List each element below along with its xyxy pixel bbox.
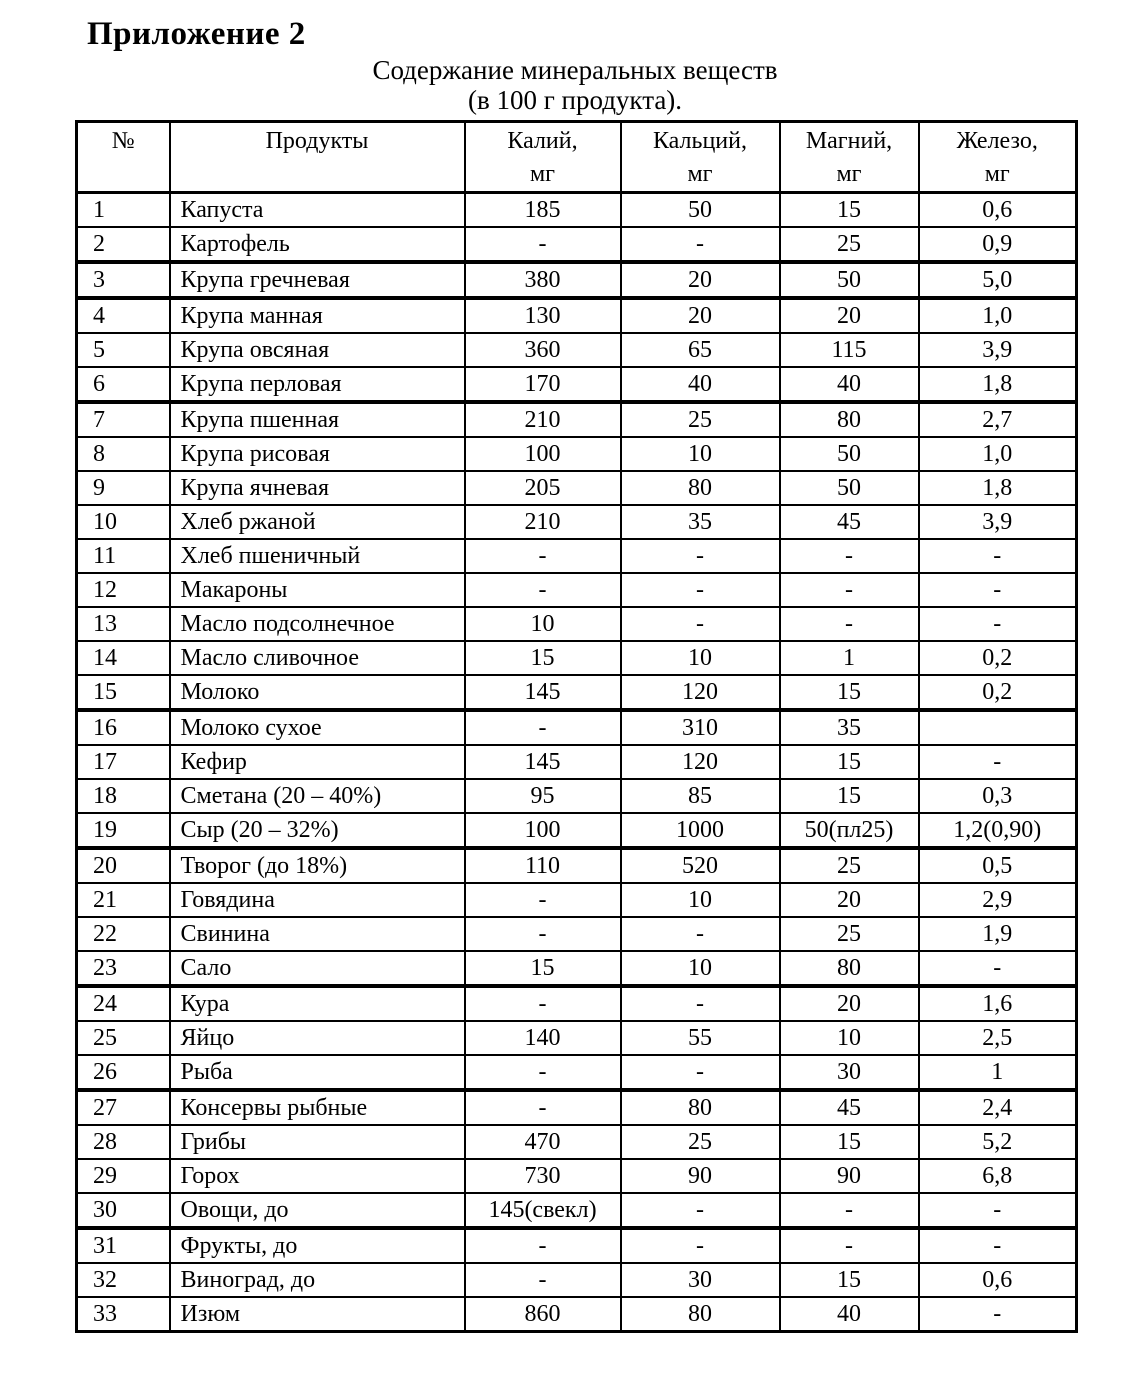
cell-calcium: 25 — [621, 1125, 780, 1159]
cell-calcium: - — [621, 917, 780, 951]
table-caption — [75, 55, 1075, 115]
table-row — [77, 813, 1077, 848]
cell-potassium: 145 — [465, 675, 621, 710]
col-header-potassium-unit: мг — [529, 161, 556, 187]
cell-calcium: 80 — [621, 471, 780, 505]
cell-calcium: 40 — [621, 367, 780, 402]
cell-calcium: 20 — [621, 262, 780, 298]
cell-potassium: 130 — [465, 298, 621, 333]
cell-product: Макароны — [170, 573, 465, 607]
cell-iron: - — [919, 1297, 1077, 1332]
cell-iron: 1 — [919, 1055, 1077, 1090]
cell-num: 16 — [77, 710, 170, 745]
cell-magnesium: 20 — [780, 883, 919, 917]
cell-potassium: 205 — [465, 471, 621, 505]
table-row — [77, 848, 1077, 883]
col-header-potassium-label: Калий, — [507, 128, 578, 154]
cell-product: Крупа перловая — [170, 367, 465, 402]
cell-product: Масло подсолнечное — [170, 607, 465, 641]
cell-product: Молоко — [170, 675, 465, 710]
cell-magnesium: 15 — [780, 779, 919, 813]
cell-calcium: - — [621, 986, 780, 1021]
col-header-iron — [919, 122, 1077, 193]
cell-potassium: - — [465, 227, 621, 262]
cell-product: Консервы рыбные — [170, 1090, 465, 1125]
table-row — [77, 298, 1077, 333]
table-row — [77, 1125, 1077, 1159]
cell-potassium: 210 — [465, 505, 621, 539]
cell-magnesium: 50 — [780, 262, 919, 298]
cell-potassium: 185 — [465, 193, 621, 228]
table-row — [77, 1297, 1077, 1332]
cell-magnesium: 45 — [780, 505, 919, 539]
cell-num: 33 — [77, 1297, 170, 1332]
cell-product: Хлеб ржаной — [170, 505, 465, 539]
cell-iron: 1,9 — [919, 917, 1077, 951]
cell-magnesium: 30 — [780, 1055, 919, 1090]
cell-num: 4 — [77, 298, 170, 333]
cell-num: 8 — [77, 437, 170, 471]
cell-magnesium: 15 — [780, 675, 919, 710]
cell-potassium: 470 — [465, 1125, 621, 1159]
cell-calcium: 120 — [621, 675, 780, 710]
cell-num: 20 — [77, 848, 170, 883]
cell-product: Сало — [170, 951, 465, 986]
col-header-calcium-unit: мг — [687, 161, 713, 187]
cell-magnesium: 1 — [780, 641, 919, 675]
cell-product: Молоко сухое — [170, 710, 465, 745]
cell-iron: 2,7 — [919, 402, 1077, 437]
cell-calcium: 30 — [621, 1263, 780, 1297]
cell-magnesium: - — [780, 607, 919, 641]
cell-iron: 1,8 — [919, 471, 1077, 505]
cell-magnesium: 45 — [780, 1090, 919, 1125]
cell-iron: 1,2(0,90) — [919, 813, 1077, 848]
table-row — [77, 262, 1077, 298]
cell-potassium: - — [465, 986, 621, 1021]
table-row — [77, 1055, 1077, 1090]
table-row — [77, 573, 1077, 607]
table-body — [77, 193, 1077, 1332]
cell-calcium: - — [621, 607, 780, 641]
cell-calcium: - — [621, 227, 780, 262]
table-row — [77, 675, 1077, 710]
table-header — [77, 122, 1077, 193]
cell-product: Капуста — [170, 193, 465, 228]
cell-iron: 3,9 — [919, 505, 1077, 539]
cell-product: Грибы — [170, 1125, 465, 1159]
cell-magnesium: 80 — [780, 402, 919, 437]
col-header-magnesium-label: Магний, — [805, 128, 893, 154]
table-row — [77, 641, 1077, 675]
cell-iron: 0,2 — [919, 675, 1077, 710]
col-header-num-label: № — [111, 128, 135, 154]
cell-iron: - — [919, 1193, 1077, 1228]
cell-iron: - — [919, 1228, 1077, 1263]
cell-iron: - — [919, 745, 1077, 779]
cell-iron: 3,9 — [919, 333, 1077, 367]
cell-product: Овощи, до — [170, 1193, 465, 1228]
table-row — [77, 367, 1077, 402]
cell-magnesium: 40 — [780, 367, 919, 402]
table-row — [77, 883, 1077, 917]
cell-product: Картофель — [170, 227, 465, 262]
cell-num: 17 — [77, 745, 170, 779]
col-header-product — [170, 122, 465, 193]
cell-potassium: - — [465, 883, 621, 917]
cell-magnesium: 90 — [780, 1159, 919, 1193]
cell-potassium: - — [465, 539, 621, 573]
cell-calcium: 90 — [621, 1159, 780, 1193]
cell-iron: 0,5 — [919, 848, 1077, 883]
cell-num: 30 — [77, 1193, 170, 1228]
table-row — [77, 471, 1077, 505]
table-row — [77, 1228, 1077, 1263]
cell-product: Крупа пшенная — [170, 402, 465, 437]
cell-calcium: - — [621, 573, 780, 607]
cell-num: 15 — [77, 675, 170, 710]
cell-potassium: 380 — [465, 262, 621, 298]
table-row — [77, 1193, 1077, 1228]
cell-product: Сыр (20 – 32%) — [170, 813, 465, 848]
cell-product: Кефир — [170, 745, 465, 779]
appendix-title: Приложение 2 — [87, 16, 306, 52]
cell-calcium: 10 — [621, 951, 780, 986]
cell-potassium: - — [465, 917, 621, 951]
col-header-num — [77, 122, 170, 193]
cell-potassium: 140 — [465, 1021, 621, 1055]
table-row — [77, 227, 1077, 262]
col-header-magnesium-unit: мг — [836, 161, 862, 187]
cell-potassium: 730 — [465, 1159, 621, 1193]
cell-calcium: 20 — [621, 298, 780, 333]
table-caption-line1: Содержание минеральных веществ — [372, 55, 778, 85]
cell-magnesium: - — [780, 1228, 919, 1263]
cell-calcium: 310 — [621, 710, 780, 745]
cell-magnesium: 50(пл25) — [780, 813, 919, 848]
cell-num: 6 — [77, 367, 170, 402]
cell-calcium: 50 — [621, 193, 780, 228]
cell-iron: - — [919, 573, 1077, 607]
cell-calcium: 35 — [621, 505, 780, 539]
cell-potassium: 15 — [465, 951, 621, 986]
cell-calcium: 80 — [621, 1090, 780, 1125]
cell-calcium: 120 — [621, 745, 780, 779]
cell-product: Крупа ячневая — [170, 471, 465, 505]
cell-magnesium: 50 — [780, 437, 919, 471]
cell-magnesium: 50 — [780, 471, 919, 505]
cell-potassium: - — [465, 573, 621, 607]
cell-magnesium: 25 — [780, 227, 919, 262]
cell-num: 31 — [77, 1228, 170, 1263]
cell-product: Масло сливочное — [170, 641, 465, 675]
minerals-table — [75, 120, 1078, 1333]
cell-calcium: 25 — [621, 402, 780, 437]
cell-iron: 5,2 — [919, 1125, 1077, 1159]
cell-num: 7 — [77, 402, 170, 437]
cell-calcium: 10 — [621, 883, 780, 917]
cell-magnesium: 40 — [780, 1297, 919, 1332]
col-header-iron-unit: мг — [984, 161, 1010, 187]
cell-calcium: 520 — [621, 848, 780, 883]
cell-magnesium: 15 — [780, 745, 919, 779]
cell-potassium: 860 — [465, 1297, 621, 1332]
cell-potassium: - — [465, 1090, 621, 1125]
cell-num: 10 — [77, 505, 170, 539]
cell-potassium: 360 — [465, 333, 621, 367]
cell-magnesium: - — [780, 573, 919, 607]
cell-num: 19 — [77, 813, 170, 848]
cell-magnesium: 20 — [780, 986, 919, 1021]
table-caption-line2: (в 100 г продукта). — [467, 85, 683, 115]
cell-num: 24 — [77, 986, 170, 1021]
cell-magnesium: - — [780, 539, 919, 573]
cell-potassium: - — [465, 710, 621, 745]
cell-calcium: - — [621, 1193, 780, 1228]
table-row — [77, 779, 1077, 813]
cell-product: Фрукты, до — [170, 1228, 465, 1263]
cell-num: 25 — [77, 1021, 170, 1055]
table-row — [77, 986, 1077, 1021]
cell-magnesium: 80 — [780, 951, 919, 986]
cell-potassium: 100 — [465, 813, 621, 848]
cell-magnesium: - — [780, 1193, 919, 1228]
cell-iron: 2,5 — [919, 1021, 1077, 1055]
cell-magnesium: 25 — [780, 848, 919, 883]
cell-calcium: 10 — [621, 437, 780, 471]
cell-magnesium: 15 — [780, 193, 919, 228]
cell-product: Крупа манная — [170, 298, 465, 333]
cell-magnesium: 15 — [780, 1125, 919, 1159]
col-header-magnesium — [780, 122, 919, 193]
cell-num: 26 — [77, 1055, 170, 1090]
cell-num: 2 — [77, 227, 170, 262]
cell-product: Крупа гречневая — [170, 262, 465, 298]
table-row — [77, 607, 1077, 641]
table-row — [77, 710, 1077, 745]
cell-iron: 0,2 — [919, 641, 1077, 675]
cell-num: 5 — [77, 333, 170, 367]
cell-magnesium: 15 — [780, 1263, 919, 1297]
cell-magnesium: 20 — [780, 298, 919, 333]
cell-num: 32 — [77, 1263, 170, 1297]
cell-magnesium: 35 — [780, 710, 919, 745]
cell-potassium: - — [465, 1055, 621, 1090]
cell-calcium: - — [621, 539, 780, 573]
table-row — [77, 193, 1077, 228]
col-header-product-label: Продукты — [265, 128, 369, 154]
cell-iron: - — [919, 951, 1077, 986]
cell-iron: 1,6 — [919, 986, 1077, 1021]
cell-num: 18 — [77, 779, 170, 813]
table-row — [77, 1159, 1077, 1193]
cell-iron: 1,8 — [919, 367, 1077, 402]
cell-product: Крупа рисовая — [170, 437, 465, 471]
cell-num: 9 — [77, 471, 170, 505]
cell-calcium: 55 — [621, 1021, 780, 1055]
cell-num: 1 — [77, 193, 170, 228]
cell-calcium: 85 — [621, 779, 780, 813]
col-header-calcium — [621, 122, 780, 193]
cell-magnesium: 115 — [780, 333, 919, 367]
cell-iron: - — [919, 539, 1077, 573]
cell-product: Кура — [170, 986, 465, 1021]
cell-iron: 0,6 — [919, 193, 1077, 228]
cell-product: Виноград, до — [170, 1263, 465, 1297]
cell-iron: 2,9 — [919, 883, 1077, 917]
cell-potassium: 95 — [465, 779, 621, 813]
cell-product: Яйцо — [170, 1021, 465, 1055]
col-header-calcium-label: Кальций, — [652, 128, 747, 154]
cell-product: Горох — [170, 1159, 465, 1193]
table-row — [77, 539, 1077, 573]
cell-iron: 0,6 — [919, 1263, 1077, 1297]
cell-product: Говядина — [170, 883, 465, 917]
cell-potassium: - — [465, 1228, 621, 1263]
col-header-iron-label: Железо, — [956, 128, 1038, 154]
table-row — [77, 1090, 1077, 1125]
cell-num: 23 — [77, 951, 170, 986]
cell-iron: 0,9 — [919, 227, 1077, 262]
cell-num: 13 — [77, 607, 170, 641]
cell-potassium: 170 — [465, 367, 621, 402]
cell-magnesium: 10 — [780, 1021, 919, 1055]
cell-num: 29 — [77, 1159, 170, 1193]
cell-potassium: - — [465, 1263, 621, 1297]
cell-potassium: 210 — [465, 402, 621, 437]
col-header-potassium — [465, 122, 621, 193]
cell-calcium: - — [621, 1228, 780, 1263]
cell-potassium: 110 — [465, 848, 621, 883]
cell-num: 21 — [77, 883, 170, 917]
cell-num: 11 — [77, 539, 170, 573]
cell-product: Изюм — [170, 1297, 465, 1332]
cell-num: 3 — [77, 262, 170, 298]
table-row — [77, 437, 1077, 471]
table-row — [77, 745, 1077, 779]
table-row — [77, 951, 1077, 986]
header-row — [77, 122, 1077, 193]
cell-calcium: 10 — [621, 641, 780, 675]
table-row — [77, 1021, 1077, 1055]
cell-calcium: 80 — [621, 1297, 780, 1332]
cell-num: 14 — [77, 641, 170, 675]
cell-iron: 0,3 — [919, 779, 1077, 813]
cell-potassium: 145 — [465, 745, 621, 779]
cell-potassium: 145(свекл) — [465, 1193, 621, 1228]
table-row — [77, 917, 1077, 951]
cell-calcium: - — [621, 1055, 780, 1090]
cell-iron: 1,0 — [919, 298, 1077, 333]
cell-iron: 5,0 — [919, 262, 1077, 298]
cell-potassium: 100 — [465, 437, 621, 471]
cell-product: Рыба — [170, 1055, 465, 1090]
cell-iron: 6,8 — [919, 1159, 1077, 1193]
cell-calcium: 1000 — [621, 813, 780, 848]
table-row — [77, 333, 1077, 367]
cell-product: Крупа овсяная — [170, 333, 465, 367]
table-row — [77, 1263, 1077, 1297]
cell-iron: - — [919, 607, 1077, 641]
cell-num: 22 — [77, 917, 170, 951]
cell-product: Свинина — [170, 917, 465, 951]
cell-num: 12 — [77, 573, 170, 607]
table-row — [77, 505, 1077, 539]
cell-product: Хлеб пшеничный — [170, 539, 465, 573]
cell-potassium: 15 — [465, 641, 621, 675]
cell-num: 27 — [77, 1090, 170, 1125]
cell-potassium: 10 — [465, 607, 621, 641]
cell-iron: 1,0 — [919, 437, 1077, 471]
cell-num: 28 — [77, 1125, 170, 1159]
cell-product: Творог (до 18%) — [170, 848, 465, 883]
cell-iron — [919, 710, 1077, 745]
table-row — [77, 402, 1077, 437]
cell-product: Сметана (20 – 40%) — [170, 779, 465, 813]
cell-iron: 2,4 — [919, 1090, 1077, 1125]
cell-magnesium: 25 — [780, 917, 919, 951]
cell-calcium: 65 — [621, 333, 780, 367]
